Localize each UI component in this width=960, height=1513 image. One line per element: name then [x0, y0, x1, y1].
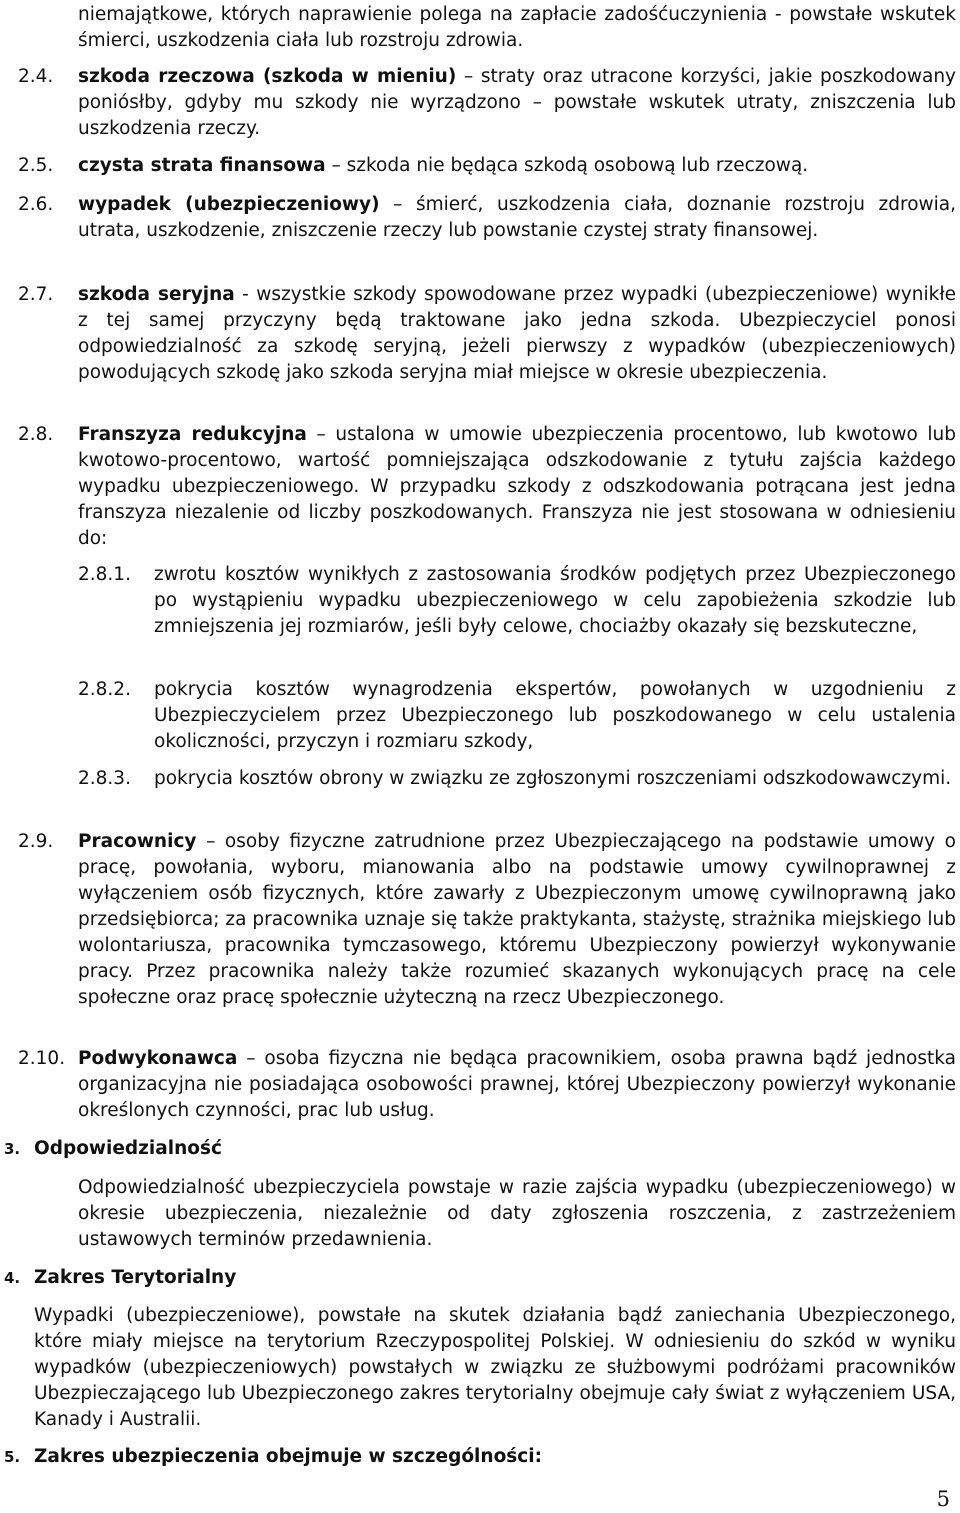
- item-text: – ustalona w umowie ubezpieczenia procentowo, lub kwotowo lub kwotowo-procentowo, wartość pomniejszająca odszkodowanie z tytułu zajścia każdego wypadku ubezpieczeniowego. W przypadku szkody z odszkodowania potrącana jest jedna franszyza niezalenie od liczby poszkodowanych. Franszyza nie jest stosowana w odniesieniu do:: [78, 424, 956, 549]
- subitem-number: 2.8.1.: [78, 564, 131, 585]
- item-text: – osoby fizyczne zatrudnione przez Ubezpieczającego na podstawie umowy o pracę, powołania, wyboru, mianowania albo na podstawie umowy cywilnoprawnej z wyłączeniem osób fizycznych, które zawarły z Ubezpieczonym umowę cywilnoprawną jako przedsiębiorca; za pracownika uznaje się także praktykanta, stażystę, strażnika miejskiego lub wolontariusza, pracownika tymczasowego, któremu Ubezpieczony powierzył wykonywanie pracy. Przez pracownika należy także rozumieć skazanych wykonujących pracę na cele społeczne oraz pracę społecznie użyteczną na rzecz Ubezpieczonego.: [78, 831, 956, 1008]
- subitem-number: 2.8.2.: [78, 679, 131, 700]
- subitem-text: zwrotu kosztów wynikłych z zastosowania środków podjętych przez Ubezpieczonego po wystąpieniu wypadku ubezpieczeniowego w celu zapobieżenia szkodzie lub zmniejszenia jej rozmiarów, jeśli były celowe, chociażby okazały się bezskuteczne,: [154, 564, 956, 637]
- item-number: 2.8.: [18, 424, 54, 445]
- item-text: – osoba fizyczna nie będąca pracownikiem, osoba prawna bądź jednostka organizacyjna nie posiadająca osobowości prawnej, której Ubezpieczony powierzył wykonanie określonych czynności, prac lub usług.: [78, 1048, 956, 1121]
- item-text: – szkoda nie będąca szkodą osobową lub rzeczową.: [325, 155, 809, 176]
- section-title: Zakres Terytorialny: [34, 1267, 237, 1288]
- item-text: - wszystkie szkody spowodowane przez wypadki (ubezpieczeniowe) wynikłe z tej samej przyczyny będą traktowane jako jedna szkoda. Ubezpieczyciel ponosi odpowiedzialność za szkodę seryjną, jeżeli pierwszy z wypadków (ubezpieczeniowych) powodujących szkodę jako szkoda seryjna miał miejsce w okresie ubezpieczenia.: [78, 284, 956, 383]
- item-text: – straty oraz utracone korzyści, jakie poszkodowany poniósłby, gdyby mu szkody nie wyrządzono – powstałe wskutek utraty, zniszczenia lub uszkodzenia rzeczy.: [78, 66, 956, 139]
- definition-2-10: [18, 1046, 956, 1124]
- definition-2-9: [18, 829, 956, 1011]
- item-number: 2.4.: [18, 66, 54, 87]
- definition-2-5: [18, 153, 956, 179]
- section-4-paragraph: Wypadki (ubezpieczeniowe), powstałe na skutek działania bądź zaniechania Ubezpieczonego, które miały miejsce na terytorium Rzeczypospolitej Polskiej. W odniesieniu do szkód w wyniku wypadków (ubezpieczeniowych) powstałych w związku ze służbowymi podróżami pracowników Ubezpieczającego lub Ubezpieczonego zakres terytorialny obejmuje cały świat z wyłączeniem USA, Kanady i Australii.: [34, 1305, 956, 1430]
- section-number: 5.: [4, 1448, 21, 1466]
- item-term: wypadek (ubezpieczeniowy): [78, 194, 380, 215]
- item-number: 2.5.: [18, 155, 54, 176]
- subitem-2-8-3: [78, 766, 956, 792]
- item-number: 2.7.: [18, 284, 54, 305]
- definition-2-7: [18, 282, 956, 386]
- definition-2-8: [18, 422, 956, 552]
- subitem-number: 2.8.3.: [78, 768, 131, 789]
- section-number: 3.: [4, 1140, 21, 1158]
- definition-2-4: [18, 64, 956, 142]
- subitem-2-8-2: [78, 677, 956, 755]
- section-5-heading: [4, 1444, 542, 1470]
- page-number: 5: [936, 1487, 950, 1511]
- item-term: czysta strata finansowa: [78, 155, 326, 176]
- section-number: 4.: [4, 1269, 21, 1287]
- section-title: Odpowiedzialność: [34, 1138, 222, 1159]
- section-3-paragraph: Odpowiedzialność ubezpieczyciela powstaje w razie zajścia wypadku (ubezpieczeniowego) w okresie ubezpieczenia, niezależnie od daty zgłoszenia roszczenia, z zastrzeżeniem ustawowych terminów przedawnienia.: [78, 1177, 956, 1250]
- section-3-heading: [4, 1136, 222, 1162]
- item-number: 2.10.: [18, 1048, 66, 1069]
- section-title: Zakres ubezpieczenia obejmuje w szczególności:: [34, 1446, 543, 1467]
- definition-2-6: [18, 192, 956, 244]
- subitem-2-8-1: [78, 562, 956, 640]
- item-text: – śmierć, uszkodzenia ciała, doznanie rozstroju zdrowia, utrata, uszkodzenie, zniszczenie rzeczy lub powstanie czystej straty finansowej.: [78, 194, 956, 241]
- item-number: 2.6.: [18, 194, 54, 215]
- item-term: Podwykonawca: [78, 1048, 238, 1069]
- item-term: szkoda rzeczowa (szkoda w mieniu): [78, 66, 457, 87]
- subitem-text: pokrycia kosztów obrony w związku ze zgłoszonymi roszczeniami odszkodowawczymi.: [154, 768, 952, 789]
- item-term: szkoda seryjna: [78, 284, 235, 305]
- item-term: Pracownicy: [78, 831, 197, 852]
- item-number: 2.9.: [18, 831, 54, 852]
- intro-paragraph: niemajątkowe, których naprawienie polega na zapłacie zadośćuczynienia - powstałe wskutek śmierci, uszkodzenia ciała lub rozstroju zdrowia.: [78, 4, 956, 51]
- item-term: Franszyza redukcyjna: [78, 424, 307, 445]
- section-4-heading: [4, 1265, 236, 1291]
- subitem-text: pokrycia kosztów wynagrodzenia ekspertów, powołanych w uzgodnieniu z Ubezpieczycielem przez Ubezpieczonego lub poszkodowanego w celu ustalenia okoliczności, przyczyn i rozmiaru szkody,: [154, 679, 956, 752]
